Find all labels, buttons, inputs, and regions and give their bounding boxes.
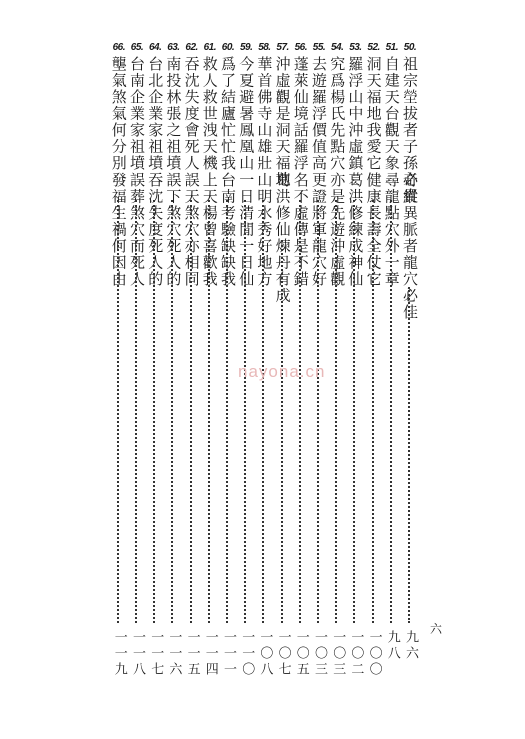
entry-title-line2: 山明水秀好地方 (255, 172, 274, 288)
entry-page-number: 一一八 (130, 630, 145, 678)
entry-title-line2: 尋龍點穴外一章 (382, 172, 401, 288)
entry-number: 57. (276, 42, 289, 53)
entry-number: 54. (330, 42, 344, 53)
toc-entry (364, 0, 384, 739)
entry-title-line1: 南投林張之祖墳 (164, 56, 183, 172)
page-folio: 六 (430, 622, 443, 636)
entry-title-line1: 台北企業家祖墳 (146, 56, 165, 172)
entry-number: 53. (349, 42, 362, 53)
leader-dots (190, 200, 192, 623)
entry-title-line2: 一日清閒一日仙 (237, 172, 256, 288)
entry-number: 61. (203, 42, 216, 53)
toc-entry (400, 0, 420, 739)
entry-page-number: 一一九 (111, 630, 127, 678)
leader-dots (299, 200, 301, 623)
entry-number: 59. (239, 42, 253, 53)
leader-dots (244, 200, 246, 623)
entry-title-line1: 洞天福地我愛它 (364, 56, 383, 172)
entry-title-line2: 葛洪修練成神仙 (346, 172, 365, 288)
toc-entry (345, 0, 365, 739)
leader-dots (135, 200, 137, 623)
entry-title-line2: 亦是先遊沖虛觀 (328, 172, 347, 288)
entry-page-number: 一一五 (184, 630, 200, 678)
leader-dots (317, 200, 319, 623)
toc-entry (145, 0, 165, 739)
entry-title-line2: 吞沈失度死人的 (146, 172, 165, 288)
entry-number: 60. (221, 42, 235, 53)
entry-title-line1: 羅浮山中沖虛鎮 (346, 56, 365, 172)
leader-dots (117, 200, 119, 623)
leader-dots (335, 200, 337, 623)
entry-page-number: 一一〇 (239, 630, 255, 678)
entry-page-number: 一〇八 (257, 630, 273, 678)
entry-page-number: 九八 (384, 630, 400, 662)
entry-number: 66. (112, 42, 125, 53)
entry-title-line2: 台南考驗缺缺我 (219, 172, 237, 288)
entry-title-line2: 葛洪修仙煉丹有成 (273, 172, 292, 304)
leader-dots (153, 200, 155, 623)
entry-title-line2: 發福生禍何因由 (109, 172, 128, 288)
entry-page-number: 一〇二 (348, 630, 364, 678)
entry-page-number: 一〇〇 (366, 630, 382, 678)
entry-title-line1: 救人救世洩天機 (200, 56, 219, 172)
leader-dots (281, 240, 283, 623)
entry-page-number: 一一一 (221, 630, 236, 678)
toc-entry (182, 0, 202, 739)
entry-title-line1: 究爲楊氏先點穴 (328, 56, 347, 172)
entry-page-number: 一一六 (166, 630, 182, 678)
entry-number: 51. (385, 42, 398, 53)
leader-dots (171, 200, 173, 623)
toc-entry (127, 0, 147, 739)
entry-title-line2: 名不虛傳是不錯 (291, 172, 310, 288)
entry-number: 62. (185, 42, 198, 53)
entry-number: 65. (130, 42, 144, 53)
entry-number: 64. (148, 42, 162, 53)
entry-title-line1: 去遊羅浮價值高 (310, 56, 328, 172)
toc-entry (109, 0, 129, 739)
entry-title-line1: 蓬萊仙境話羅浮 (291, 56, 310, 172)
leader-dots (390, 200, 392, 623)
entry-page-number: 一〇三 (330, 630, 346, 678)
entry-title-line1: 壟氣煞氣何分別 (109, 56, 128, 172)
entry-title-line1: 華首佛寺山雄壯 (255, 56, 274, 172)
leader-dots (372, 200, 374, 623)
entry-title-line2: 誤下煞穴死人的 (164, 172, 183, 288)
entry-title-line1: 爲了結廬忙忙我 (219, 56, 237, 172)
entry-title-line1: 今夏避暑鳳凰山 (237, 56, 256, 172)
entry-title-line1: 沖虛觀是洞天福地 (273, 56, 292, 188)
entry-page-number: 九六 (403, 630, 418, 662)
entry-title-line2: 誤葬煞穴而死人 (128, 172, 146, 288)
entry-title-line2: 健康長壽全仗它 (364, 172, 383, 288)
entry-page-number: 一一七 (148, 630, 164, 678)
toc-entry (218, 0, 238, 739)
entry-number: 52. (367, 42, 380, 53)
entry-page-number: 一〇七 (275, 630, 291, 678)
entry-title-line2: 上天楊曾喜歡我 (200, 172, 219, 288)
entry-number: 58. (258, 42, 271, 53)
watermark: nayona.cn (238, 362, 326, 381)
toc-entry (327, 0, 347, 739)
entry-title-line2: 更證將軍龍穴好 (310, 172, 328, 288)
toc-entry (200, 0, 220, 739)
entry-title-line1: 台南企業家祖墳 (128, 56, 146, 172)
entry-page-number: 一一四 (202, 630, 218, 678)
entry-title-line2: 奇縱異脈者龍穴必佳 (401, 172, 419, 321)
toc-entry (163, 0, 183, 739)
entry-page-number: 一〇五 (293, 630, 309, 678)
entry-number: 50. (403, 42, 417, 53)
entry-title-line1: 自建天台觀天象 (382, 56, 401, 172)
leader-dots (208, 200, 210, 623)
entry-title-line1: 祖宗塋拔者子孫必貴 (401, 56, 419, 205)
toc-entry (382, 0, 402, 739)
entry-title-line2: 誤天煞穴亦相同 (182, 172, 201, 288)
entry-number: 63. (167, 42, 180, 53)
leader-dots (353, 200, 355, 623)
leader-dots (262, 200, 264, 623)
entry-title-line1: 吞沈失度會死人 (182, 56, 201, 172)
entry-number: 56. (294, 42, 307, 53)
leader-dots (408, 287, 410, 623)
entry-page-number: 一〇三 (312, 630, 327, 678)
leader-dots (226, 200, 228, 623)
entry-number: 55. (312, 42, 326, 53)
